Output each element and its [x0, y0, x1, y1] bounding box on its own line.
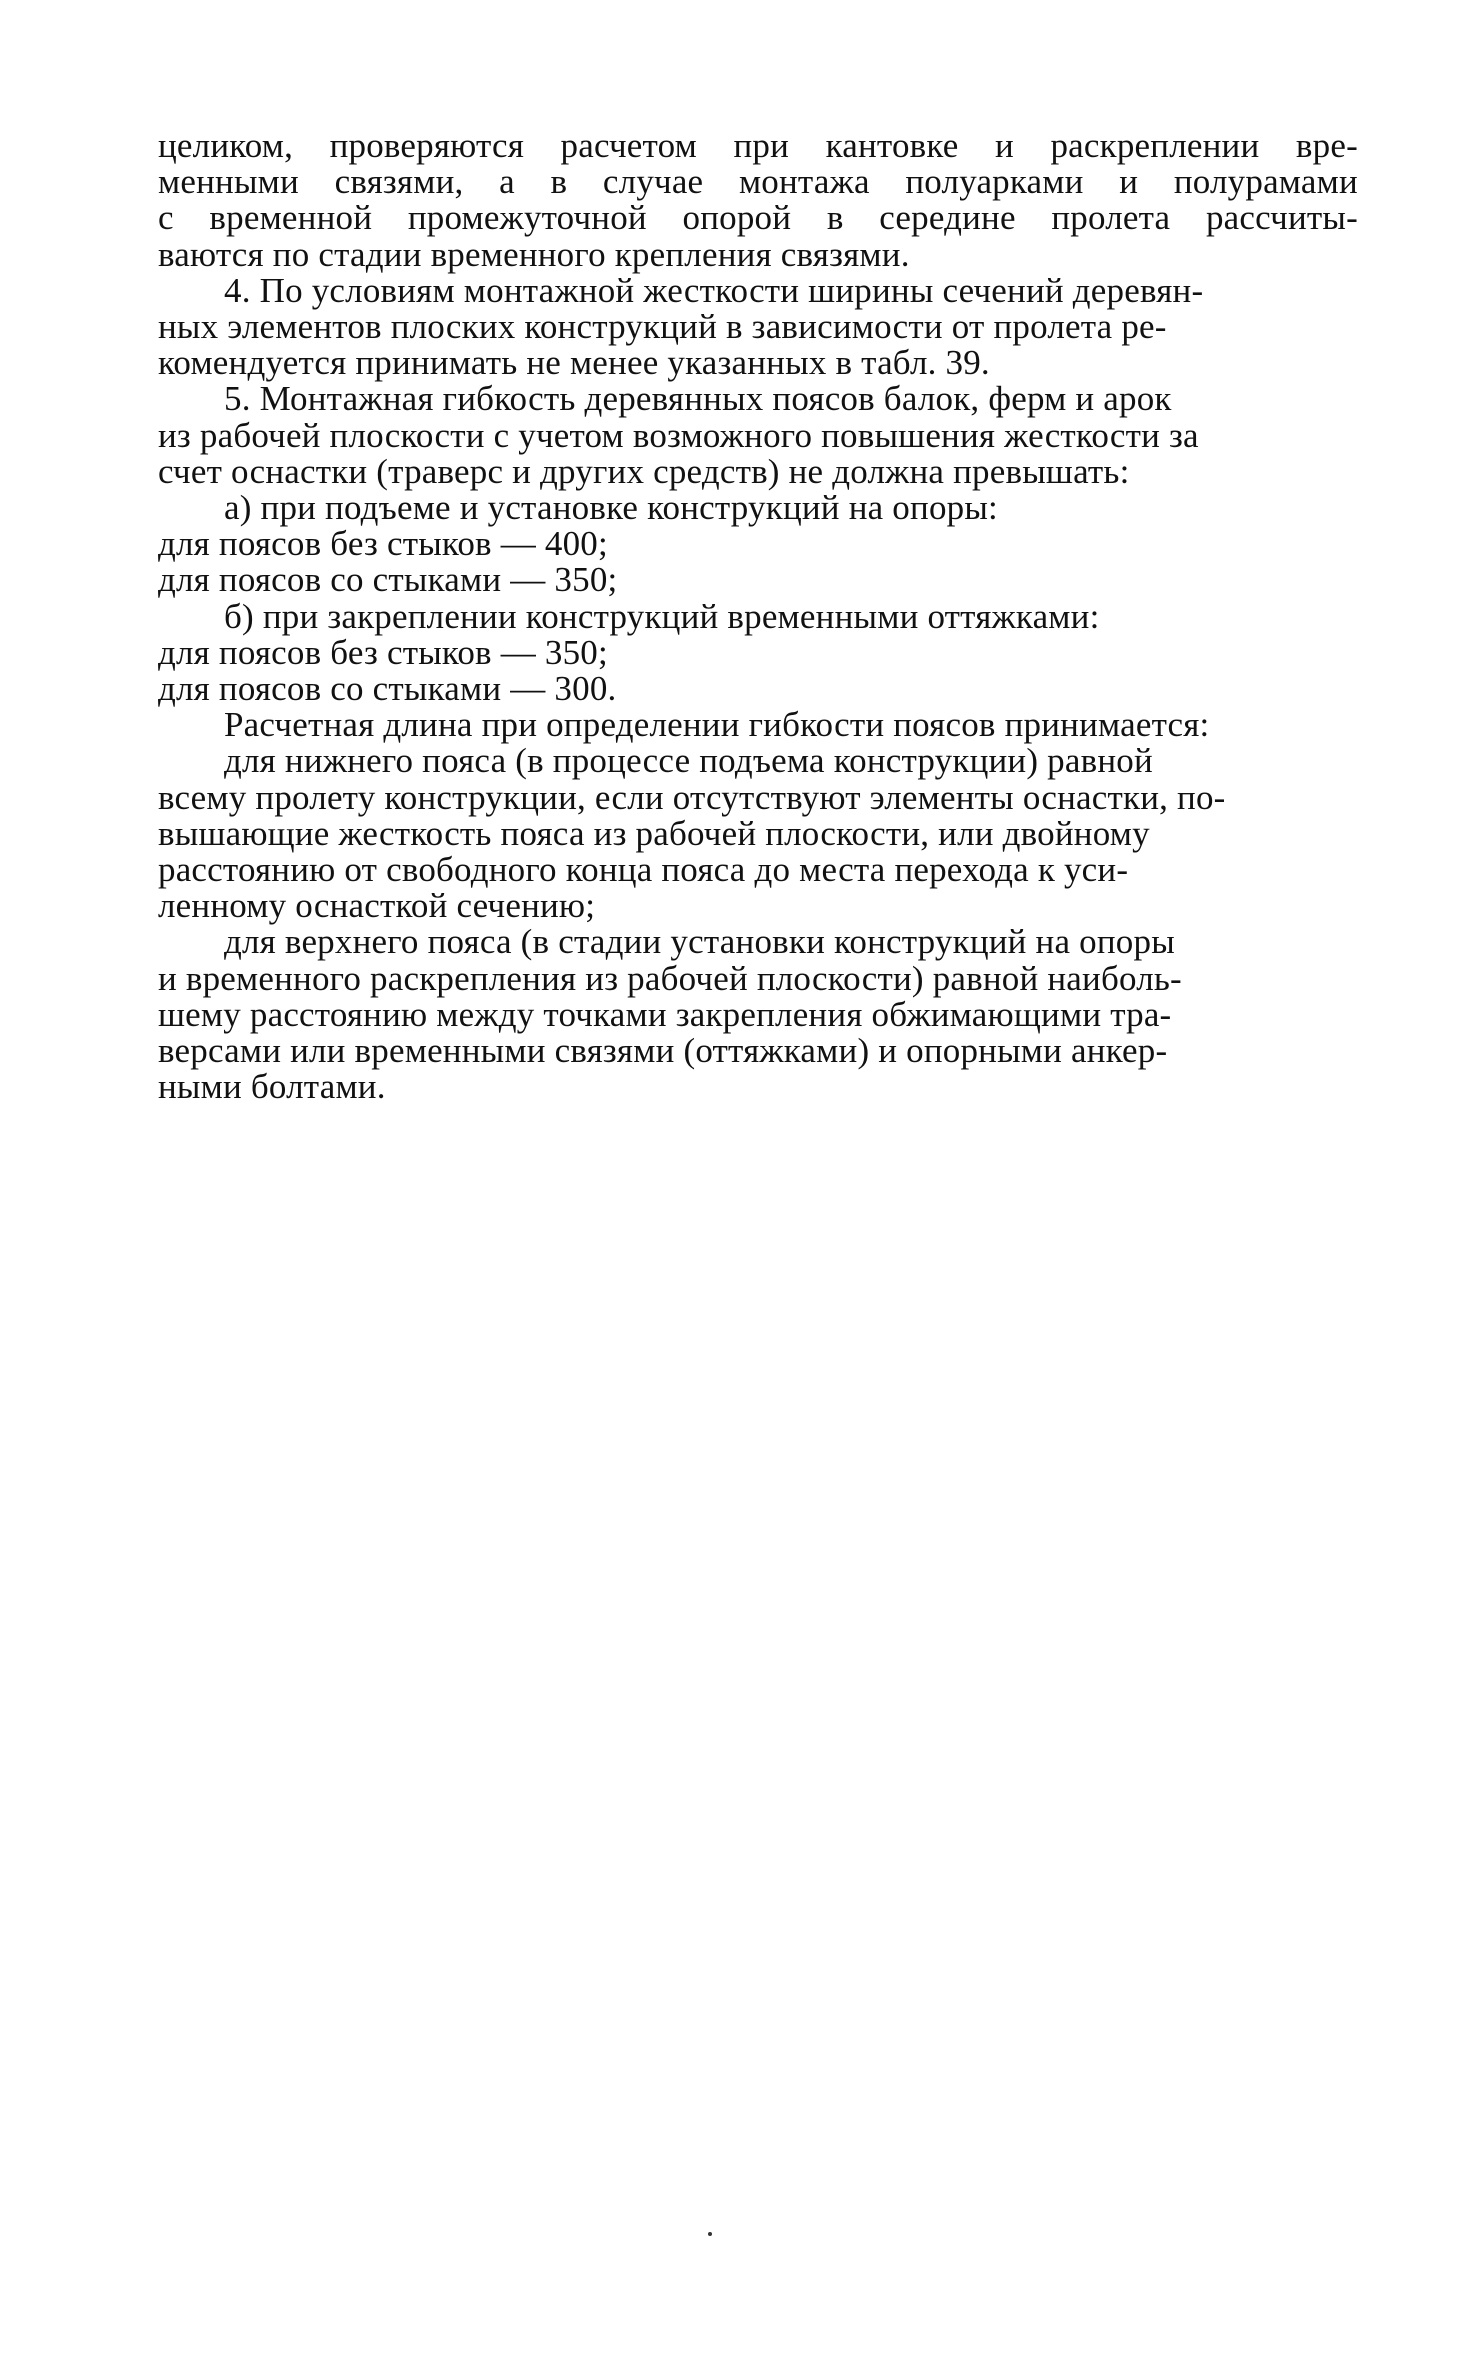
text-line-27: ными болтами.	[158, 1067, 386, 1107]
text-line-19: всему пролету конструкции, если отсутствуют элементы оснастки, по-	[158, 777, 1226, 817]
text-line-10: счет оснастки (траверс и других средств) не должна превышать:	[158, 451, 1130, 491]
text-line-17: Расчетная длина при определении гибкости поясов принимается:	[224, 705, 1210, 745]
text-line-8: 5. Монтажная гибкость деревянных поясов балок, ферм и арок	[224, 379, 1172, 419]
text-line-13: для поясов со стыками — 350;	[158, 560, 618, 600]
stray-dot-mark	[708, 2232, 712, 2236]
text-line-18: для нижнего пояса (в процессе подъема конструкции) равной	[224, 741, 1153, 781]
text-line-5: 4. По условиям монтажной жесткости ширины сечений деревян-	[224, 270, 1204, 310]
text-line-14: б) при закреплении конструкций временными оттяжками:	[224, 596, 1100, 636]
text-line-1: целиком, проверяются расчетом при кантовке и раскреплении вре-	[158, 126, 1358, 165]
text-line-15: для поясов без стыков — 350;	[158, 632, 608, 672]
text-line-20: вышающие жесткость пояса из рабочей плоскости, или двойному	[158, 813, 1150, 853]
text-line-21: расстоянию от свободного конца пояса до места перехода к уси-	[158, 850, 1129, 890]
text-line-26: версами или временными связями (оттяжками) и опорными анкер-	[158, 1031, 1168, 1071]
text-line-16: для поясов со стыками — 300.	[158, 669, 617, 709]
text-line-11: а) при подъеме и установке конструкций на опоры:	[224, 488, 998, 528]
text-line-2: менными связями, а в случае монтажа полуарками и полурамами	[158, 162, 1358, 202]
text-line-23: для верхнего пояса (в стадии установки конструкций на опоры	[224, 922, 1175, 962]
text-line-4: ваются по стадии временного крепления связями.	[158, 234, 910, 274]
text-line-25: шему расстоянию между точками закрепления обжимающими тра-	[158, 994, 1172, 1034]
text-line-22: ленному оснасткой сечению;	[158, 886, 596, 926]
text-line-12: для поясов без стыков — 400;	[158, 524, 608, 564]
text-line-7: комендуется принимать не менее указанных в табл. 39.	[158, 343, 990, 383]
text-line-24: и временного раскрепления из рабочей плоскости) равной наиболь-	[158, 958, 1182, 998]
text-line-9: из рабочей плоскости с учетом возможного повышения жесткости за	[158, 415, 1199, 455]
body-text	[158, 128, 1358, 1105]
text-line-3: с временной промежуточной опорой в середине пролета рассчиты-	[158, 198, 1358, 238]
text-line-6: ных элементов плоских конструкций в зависимости от пролета ре-	[158, 307, 1167, 347]
